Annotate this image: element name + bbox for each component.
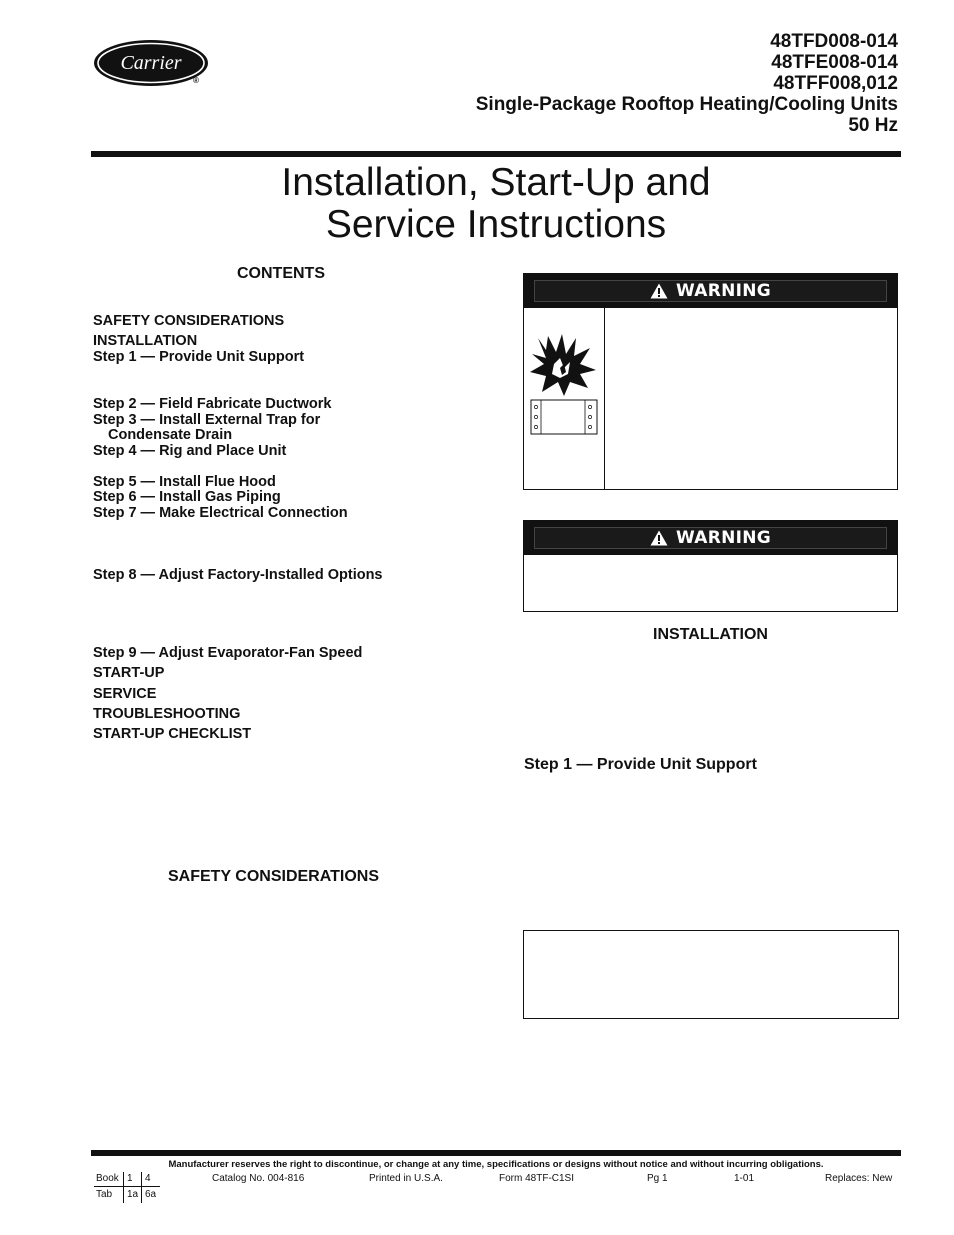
revision-date: 1-01 [734, 1173, 755, 1184]
book-tab-divider [141, 1172, 142, 1203]
warning-label: WARNING [675, 281, 772, 301]
logo-text: Carrier [120, 52, 182, 74]
toc-item[interactable]: TROUBLESHOOTING [93, 706, 241, 722]
warning-box-fire [523, 273, 898, 490]
tab-value-2: 6a [145, 1189, 157, 1200]
toc-item[interactable]: Step 9 — Adjust Evaporator-Fan Speed [93, 645, 363, 661]
toc-item[interactable]: Step 7 — Make Electrical Connection [93, 505, 348, 521]
tab-label: Tab [96, 1189, 113, 1200]
toc-item[interactable]: START-UP [93, 665, 165, 681]
disclaimer: Manufacturer reserves the right to discontinue, or change at any time, specifications or designs without notice and without incurring obligations. [168, 1159, 824, 1170]
toc-item[interactable]: Step 1 — Provide Unit Support [93, 349, 305, 365]
frequency: 50 Hz [848, 115, 898, 136]
bottom-rule [91, 1150, 901, 1156]
book-value-1: 1 [127, 1173, 133, 1184]
warning-banner [524, 274, 897, 308]
toc-item[interactable] [93, 427, 232, 443]
warning-label: WARNING [675, 528, 772, 548]
model-line-3: 48TFF008,012 [773, 73, 898, 94]
toc-item[interactable]: INSTALLATION [93, 333, 198, 349]
toc-item[interactable]: Step 8 — Adjust Factory-Installed Options [93, 567, 383, 583]
page-number: Pg 1 [647, 1173, 668, 1184]
title-line-2: Service Instructions [325, 203, 667, 246]
printed-in: Printed in U.S.A. [369, 1173, 443, 1184]
toc-item[interactable]: Step 4 — Rig and Place Unit [93, 443, 287, 459]
warning-box-2 [523, 520, 898, 612]
product-header [476, 31, 898, 136]
toc-item[interactable]: Step 5 — Install Flue Hood [93, 474, 276, 490]
model-line-2: 48TFE008-014 [771, 52, 898, 73]
registered-mark: ® [193, 76, 199, 85]
safety-heading: SAFETY CONSIDERATIONS [168, 868, 379, 885]
fire-hazard-symbol [524, 308, 605, 489]
product-description: Single-Package Rooftop Heating/Cooling Units [475, 94, 898, 115]
catalog-number: Catalog No. 004-816 [212, 1173, 305, 1184]
step1-heading: Step 1 — Provide Unit Support [524, 756, 757, 773]
toc-item[interactable]: SERVICE [93, 686, 157, 702]
toc-item-continuation: Condensate Drain [108, 427, 233, 443]
warning-triangle-icon [650, 530, 668, 546]
note-box [523, 930, 899, 1019]
book-label: Book [96, 1173, 119, 1184]
toc-item[interactable]: START-UP CHECKLIST [93, 726, 252, 742]
model-line-1: 48TFD008-014 [770, 31, 898, 52]
toc-item[interactable]: Step 6 — Install Gas Piping [93, 489, 281, 505]
title-line-1: Installation, Start-Up and [281, 161, 711, 204]
top-rule [91, 151, 901, 157]
toc-item[interactable]: SAFETY CONSIDERATIONS [93, 313, 285, 329]
explosion-icon [524, 308, 602, 438]
contents-heading: CONTENTS [237, 265, 325, 282]
form-number: Form 48TF-C1SI [499, 1173, 575, 1184]
book-tab-divider [123, 1172, 124, 1203]
replaces: Replaces: New [825, 1173, 893, 1184]
book-value-2: 4 [145, 1173, 151, 1184]
book-tab-divider [94, 1186, 160, 1187]
toc-item[interactable]: Step 2 — Field Fabricate Ductwork [93, 396, 332, 412]
tab-value-1: 1a [127, 1189, 139, 1200]
warning-banner [524, 521, 897, 555]
toc-item[interactable]: Step 3 — Install External Trap for [93, 412, 321, 428]
warning-triangle-icon [650, 283, 668, 299]
page-title [91, 162, 901, 246]
installation-heading: INSTALLATION [653, 626, 768, 643]
